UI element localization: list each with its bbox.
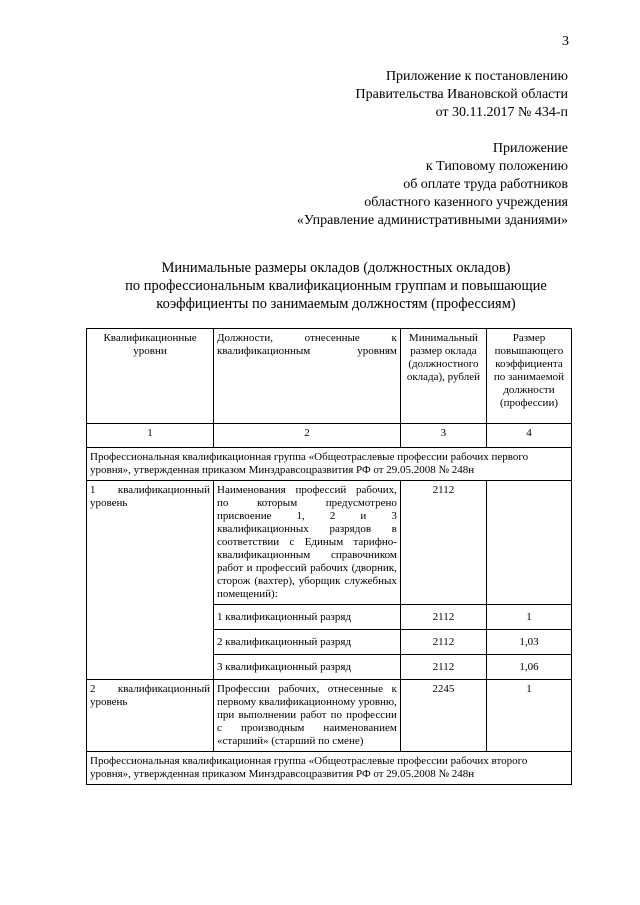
level-cell: 1 квалификационный уровень xyxy=(87,481,214,680)
appendix-main-line: Приложение к постановлению xyxy=(385,69,568,84)
appendix-main-line: от 30.11.2017 № 434-п xyxy=(435,105,568,120)
group-row xyxy=(87,752,572,785)
coefficient-cell: 1,03 xyxy=(486,630,571,655)
appendix-main-line: Правительства Ивановской области xyxy=(355,87,568,102)
grade-cell: 1 квалификационный разряд xyxy=(214,605,401,630)
header-positions: Должности, отнесенные к квалификационным уровням xyxy=(214,329,401,424)
appendix-sub-line: «Управление административными зданиями» xyxy=(296,213,568,228)
coefficient-cell: 1 xyxy=(486,605,571,630)
header-coefficient: Размер повышающего коэффициента по занимаемой должности (профессии) xyxy=(486,329,571,424)
appendix-sub-line: к Типовому положению xyxy=(425,159,568,174)
appendix-sub-line: об оплате труда работников xyxy=(403,177,568,192)
table-row xyxy=(87,481,572,605)
column-number: 2 xyxy=(214,424,401,448)
salary-cell: 2112 xyxy=(400,605,486,630)
header-min-salary: Минимальный размер оклада (должностного оклада), рублей xyxy=(400,329,486,424)
appendix-sub-line: Приложение xyxy=(492,141,568,156)
table-header-row xyxy=(87,329,572,424)
appendix-sub-line: областного казенного учреждения xyxy=(364,195,568,210)
document-title xyxy=(88,259,584,313)
page-number: 3 xyxy=(562,34,569,49)
appendix-sub-block xyxy=(297,140,568,230)
grade-cell: 3 квалификационный разряд xyxy=(214,655,401,680)
header-qualification-levels: Квалификационные уровни xyxy=(87,329,214,424)
table-row xyxy=(87,680,572,752)
grade-cell: 2 квалификационный разряд xyxy=(214,630,401,655)
group-title-first-level: Профессиональная квалификационная группа «Общеотраслевые профессии рабочих первого уровня», утвержденная приказом Минздравсоцразвития РФ от 29.05.2008 № 248н xyxy=(87,448,572,481)
title-line: коэффициенты по занимаемым должностям (профессиям) xyxy=(156,296,516,312)
salary-table xyxy=(86,328,572,785)
level-cell: 2 квалификационный уровень xyxy=(87,680,214,752)
appendix-main-block xyxy=(356,68,568,122)
coefficient-cell: 1,06 xyxy=(486,655,571,680)
column-number: 3 xyxy=(400,424,486,448)
column-number: 4 xyxy=(486,424,571,448)
salary-cell: 2112 xyxy=(400,481,486,605)
group-title-second-level: Профессиональная квалификационная группа «Общеотраслевые профессии рабочих второго уровня», утвержденная приказом Минздравсоцразвития РФ от 29.05.2008 № 248н xyxy=(87,752,572,785)
group-row xyxy=(87,448,572,481)
column-number: 1 xyxy=(87,424,214,448)
coefficient-cell: 1 xyxy=(486,680,571,752)
coefficient-cell xyxy=(486,481,571,605)
salary-cell: 2245 xyxy=(400,680,486,752)
title-line: Минимальные размеры окладов (должностных окладов) xyxy=(161,260,511,276)
title-line: по профессиональным квалификационным группам и повышающие xyxy=(125,278,547,294)
column-number-row xyxy=(87,424,572,448)
salary-cell: 2112 xyxy=(400,655,486,680)
position-cell: Профессии рабочих, отнесенные к первому квалификационному уровню, при выполнении работ по профессии с производным наименованием «старший» (старший по смене) xyxy=(214,680,401,752)
position-cell: Наименования профессий рабочих, по которым предусмотрено присвоение 1, 2 и 3 квалификационных разрядов в соответствии с Единым тарифно-квалификационным справочником работ и профессий рабочих (дворник, сторож (вахтер), уборщик служебных помещений): xyxy=(214,481,401,605)
salary-cell: 2112 xyxy=(400,630,486,655)
